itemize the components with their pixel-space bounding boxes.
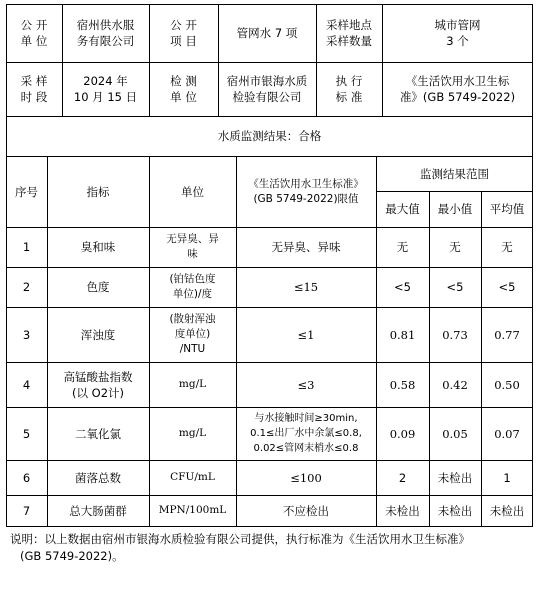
row-5-max: 0.09 — [389, 426, 416, 441]
row-4-unit: mg/L — [178, 378, 207, 390]
row-5-avg: 0.07 — [494, 426, 520, 441]
row-7-min: 未检出 — [437, 503, 473, 518]
value-items: 管网水 7 项 — [236, 26, 298, 40]
row-7-item: 总大肠菌群 — [69, 503, 127, 518]
row-7-no: 7 — [22, 503, 31, 518]
row-1-max: 无 — [396, 240, 409, 254]
row-7-avg: 未检出 — [489, 503, 525, 518]
row-1-min: 无 — [449, 240, 461, 254]
row-2-item: 色度 — [86, 280, 110, 294]
row-1-limit: 无异臭、异味 — [271, 240, 341, 254]
row-4-max: 0.58 — [389, 377, 416, 392]
footnote-line-2: (GB 5749-2022)。 — [20, 549, 124, 563]
row-3-no: 3 — [22, 327, 31, 342]
row-2-min: <5 — [446, 280, 464, 294]
label-sampling-period: 采 样 时 段 — [20, 74, 48, 104]
row-2-avg: <5 — [498, 280, 516, 294]
result-summary: 水质监测结果：合格 — [217, 129, 322, 143]
value-sampling-site: 城市管网 3 个 — [434, 18, 481, 48]
header-avg: 平均值 — [489, 202, 525, 216]
value-testing-unit: 宿州市银海水质 检验有限公司 — [226, 74, 308, 104]
label-testing-unit: 检 测 单 位 — [170, 74, 197, 104]
row-6-no: 6 — [22, 470, 31, 485]
footnote — [10, 531, 530, 565]
row-5-limit: 与水接触时间≥30min, 0.1≤出厂水中余氯≤0.8, 0.02≤管网末梢水≤0.8 — [250, 413, 362, 454]
row-5-item: 二氧化氯 — [75, 426, 121, 441]
value-publisher: 宿州供水服 务有限公司 — [76, 18, 135, 48]
row-3-item: 浑浊度 — [80, 327, 116, 342]
row-6-min: 未检出 — [437, 470, 473, 485]
row-3-min: 0.73 — [442, 327, 468, 342]
row-5-no: 5 — [22, 426, 31, 441]
header-unit: 单位 — [181, 184, 204, 199]
row-4-limit: ≤3 — [297, 377, 315, 392]
row-5-min: 0.05 — [442, 426, 468, 441]
row-7-unit: MPN/100mL — [158, 504, 227, 516]
row-6-unit: CFU/mL — [170, 471, 215, 483]
row-6-avg: 1 — [503, 470, 511, 485]
row-3-max: 0.81 — [389, 327, 416, 342]
header-limit: 《生活饮用水卫生标准》 (GB 5749-2022)限值 — [248, 177, 364, 205]
row-7-max: 未检出 — [385, 503, 420, 518]
header-no: 序号 — [15, 184, 38, 199]
row-1-item: 臭和味 — [80, 240, 116, 254]
water-quality-table — [6, 4, 533, 549]
header-item: 指标 — [86, 184, 110, 199]
row-1-unit: 无异臭、异 味 — [166, 233, 219, 260]
label-sampling-site: 采样地点 采样数量 — [326, 18, 372, 48]
row-6-max: 2 — [398, 470, 407, 485]
row-3-limit: ≤1 — [297, 327, 315, 342]
label-standard: 执 行 标 准 — [335, 74, 363, 104]
row-1-avg: 无 — [501, 240, 513, 254]
row-4-avg: 0.50 — [494, 377, 520, 392]
header-range: 监测结果范围 — [420, 166, 489, 181]
row-2-limit: ≤15 — [293, 280, 319, 294]
row-4-min: 0.42 — [442, 377, 468, 392]
header-min: 最小值 — [437, 202, 473, 216]
footnote-line-1: 说明：以上数据由宿州市银海水质检验有限公司提供，执行标准为《生活饮用水卫生标准》 — [10, 532, 470, 546]
row-2-unit: (铂钴色度 单位)/度 — [169, 273, 216, 300]
label-items: 公 开 项 目 — [170, 18, 197, 48]
row-5-unit: mg/L — [178, 427, 207, 439]
row-6-item: 菌落总数 — [75, 470, 121, 485]
value-sampling-period: 2024 年 10 月 15 日 — [73, 74, 138, 104]
row-2-no: 2 — [22, 280, 31, 294]
row-2-max: <5 — [394, 280, 411, 294]
row-3-avg: 0.77 — [494, 327, 520, 342]
row-1-no: 1 — [22, 240, 31, 254]
row-4-no: 4 — [22, 377, 31, 392]
row-3-unit: (散射浑浊 度单位) /NTU — [169, 313, 216, 355]
header-max: 最大值 — [385, 202, 420, 216]
label-publisher: 公 开 单 位 — [20, 18, 48, 48]
row-7-limit: 不应检出 — [283, 503, 329, 518]
value-standard: 《生活饮用水卫生标 准》(GB 5749-2022) — [399, 74, 516, 104]
row-4-item: 高锰酸盐指数 (以 O2计) — [63, 369, 133, 400]
row-6-limit: ≤100 — [290, 470, 322, 485]
